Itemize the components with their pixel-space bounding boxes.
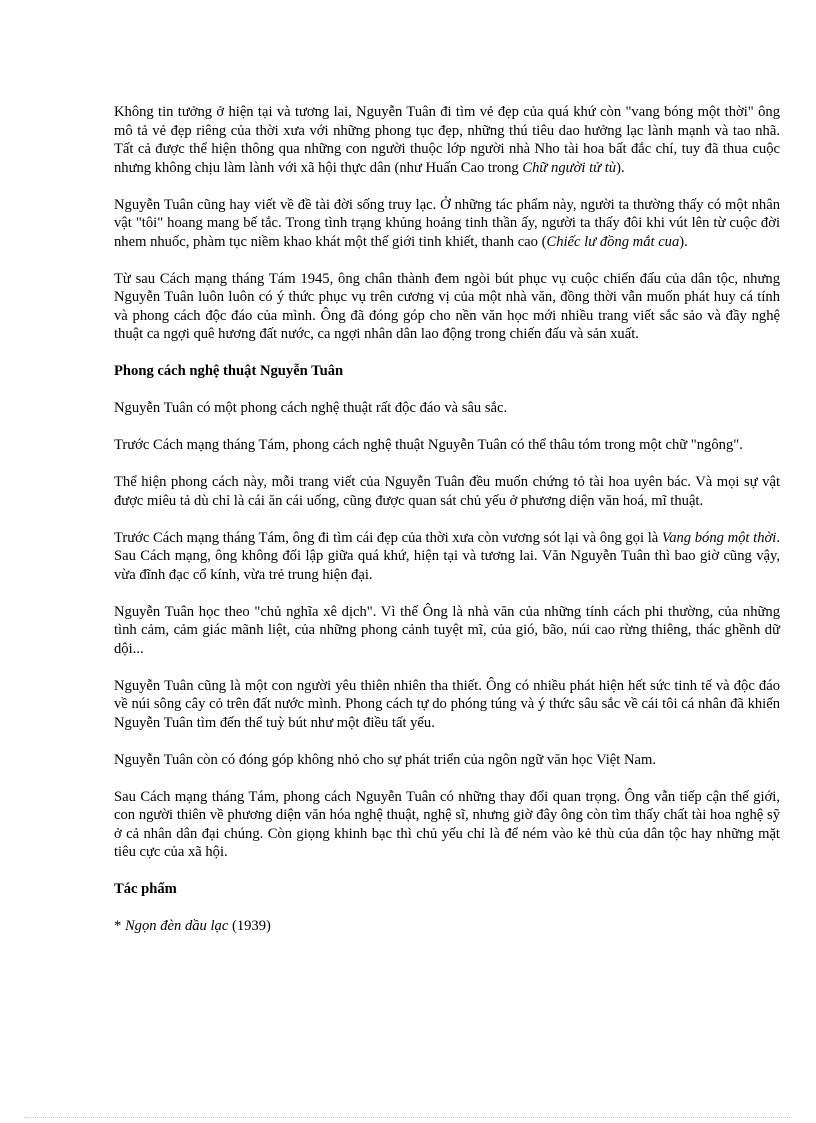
italic-title-text: Chiếc lư đồng mắt cua (546, 233, 680, 250)
section-heading (114, 362, 780, 381)
body-paragraph (114, 399, 780, 418)
paragraph-text: Trước Cách mạng tháng Tám, ông đi tìm cái đẹp của thời xưa còn vương sót lại và ông gọi là (114, 529, 662, 546)
paragraph-text: Từ sau Cách mạng tháng Tám 1945, ông chân thành đem ngòi bút phục vụ cuộc chiến đấu của dân tộc, nhưng Nguyễn Tuân luôn luôn có ý thức phục vụ trên cương vị của một nhà văn, đồng thời vẫn muốn phát huy cá tính và phong cách độc đáo của mình. Ông đã đóng góp cho nền văn học mới nhiều trang viết sắc sảo và đầy nghệ thuật ca ngợi quê hương đất nước, ca ngợi nhân dân lao động trong chiến đấu và sản xuất. (114, 270, 780, 342)
body-paragraph (114, 751, 780, 770)
italic-title-text: Chữ người tử tù (522, 159, 617, 176)
body-paragraph (114, 436, 780, 455)
body-paragraph (114, 196, 780, 252)
paragraph-text: Nguyễn Tuân còn có đóng góp không nhỏ cho sự phát triển của ngôn ngữ văn học Việt Nam. (114, 751, 656, 768)
body-paragraph (114, 473, 780, 510)
body-paragraph (114, 103, 780, 177)
paragraph-text: Phong cách nghệ thuật Nguyễn Tuân (114, 363, 344, 379)
paragraph-text: Tác phẩm (114, 881, 177, 897)
paragraph-text: Không tin tưởng ở hiện tại và tương lai, Nguyễn Tuân đi tìm vẻ đẹp của quá khứ còn "vang bóng một thời" ông mô tả vẻ đẹp riêng của thời xưa với những phong tục đẹp, những thú tiêu dao hưởng lạc lành mạnh và tao nhã. Tất cả được thể hiện thông qua những con người thuộc lớp người nhà Nho tài hoa bất đắc chí, tuy đã thua cuộc nhưng không chịu làm lành với xã hội thực dân (như Huấn Cao trong (114, 104, 780, 176)
paragraph-text: Nguyễn Tuân có một phong cách nghệ thuật rất độc đáo và sâu sắc. (114, 400, 508, 416)
document-body (114, 103, 780, 954)
paragraph-text: . Sau Cách mạng, ông không đối lập giữa quá khứ, hiện tại và tương lai. Văn Nguyễn Tuân thì bao giờ cũng vậy, vừa đĩnh đạc cổ kính, vừa trẻ trung hiện đại. (114, 529, 780, 583)
paragraph-text: (1939) (228, 918, 271, 934)
italic-title-text: Ngọn đèn dầu lạc (124, 918, 229, 934)
body-paragraph (114, 677, 780, 733)
paragraph-text: ). (679, 233, 688, 250)
paragraph-text: ). (616, 159, 625, 176)
paragraph-text: Sau Cách mạng tháng Tám, phong cách Nguyễn Tuân có những thay đổi quan trọng. Ông vẫn tiếp cận thế giới, con người thiên về phương diện văn hóa nghệ thuật, nghệ sĩ, nhưng giờ đây ông còn tìm thấy chất tài hoa nghệ sỹ ở cả nhân dân đại chúng. Còn giọng khinh bạc thì chủ yếu chỉ là để ném vào kẻ thù của dân tộc hay những mặt tiêu cực của xã hội. (114, 788, 780, 860)
paragraph-text: Nguyễn Tuân cũng hay viết về đề tài đời sống truy lạc. Ở những tác phẩm này, người ta thường thấy có một nhân vật "tôi" hoang mang bế tắc. Trong tình trạng khủng hoảng tinh thần ấy, người ta thấy đôi khi vút lên từ cuộc đời nhem nhuốc, phàm tục niềm khao khát một thế giới tinh khiết, thanh cao ( (114, 196, 780, 250)
body-paragraph (114, 788, 780, 862)
section-heading (114, 880, 780, 899)
paragraph-text: Thể hiện phong cách này, mỗi trang viết của Nguyễn Tuân đều muốn chứng tỏ tài hoa uyên bác. Và mọi sự vật được miêu tả dù chỉ là cái ăn cái uống, cũng được quan sát chủ yếu ở phương diện văn hoá, mĩ thuật. (114, 474, 780, 509)
paragraph-text: Trước Cách mạng tháng Tám, phong cách nghệ thuật Nguyễn Tuân có thể thâu tóm trong một chữ "ngông". (114, 437, 743, 453)
body-paragraph (114, 603, 780, 659)
body-paragraph (114, 270, 780, 344)
paragraph-text: * (114, 918, 125, 934)
paragraph-text: Nguyễn Tuân học theo "chủ nghĩa xê dịch". Vì thế Ông là nhà văn của những tính cách phi thường, của những tình cảm, cảm giác mãnh liệt, của những phong cảnh tuyệt mĩ, của gió, bão, núi cao rừng thiêng, thác ghềnh dữ dội... (114, 603, 780, 657)
body-paragraph (114, 529, 780, 585)
italic-title-text: Vang bóng một thời (661, 529, 777, 546)
page-bottom-divider (24, 1117, 792, 1118)
body-paragraph (114, 917, 780, 936)
paragraph-text: Nguyễn Tuân cũng là một con người yêu thiên nhiên tha thiết. Ông có nhiều phát hiện hết sức tinh tế và độc đáo về núi sông cây cỏ trên đất nước mình. Phong cách tự do phóng túng và ý thức sâu sắc về cái tôi cá nhân đã khiến Nguyễn Tuân tìm đến thể tuỳ bút như một điều tất yếu. (114, 677, 780, 731)
